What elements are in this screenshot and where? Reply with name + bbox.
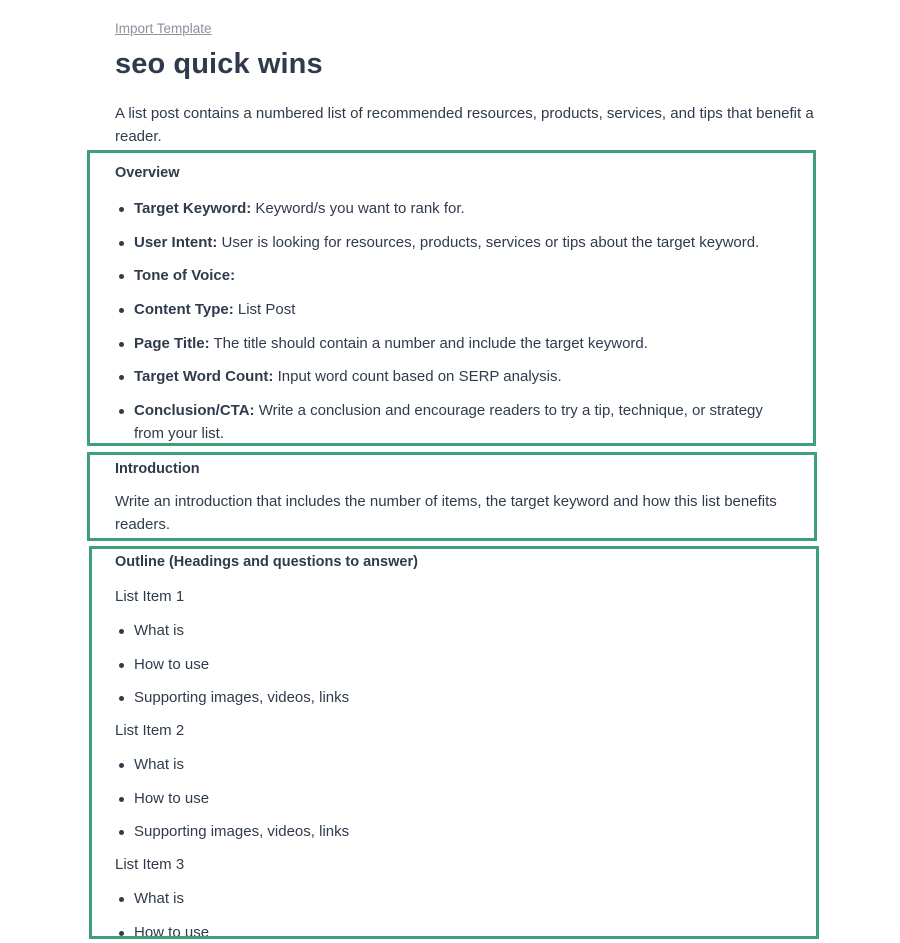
import-template-link[interactable]: Import Template bbox=[115, 21, 212, 36]
overview-item-page-title: Page Title: The title should contain a number and include the target keyword. bbox=[115, 333, 793, 356]
list-item-label: List Item 1 bbox=[115, 588, 185, 605]
overview-item-user-intent: User Intent: User is looking for resources, products, services or tips about the target keyword. bbox=[115, 232, 793, 255]
list-item-bullets bbox=[115, 888, 796, 939]
overview-item-content-type: Content Type: List Post bbox=[115, 299, 793, 322]
list-item-bullets bbox=[115, 620, 796, 721]
page-title: seo quick wins bbox=[115, 48, 323, 80]
introduction-section[interactable] bbox=[87, 452, 817, 541]
list-item-bullet: Supporting images, videos, links bbox=[115, 821, 796, 844]
outline-heading: Outline (Headings and questions to answer) bbox=[115, 554, 418, 570]
overview-item-target-word-count: Target Word Count: Input word count based on SERP analysis. bbox=[115, 366, 793, 389]
overview-section[interactable] bbox=[87, 150, 816, 446]
list-item-bullet: What is bbox=[115, 620, 796, 643]
list-item-bullet: How to use bbox=[115, 788, 796, 811]
overview-list bbox=[115, 198, 793, 446]
template-description: A list post contains a numbered list of recommended resources, products, services, and tips that benefit a reader. bbox=[115, 105, 814, 145]
list-item-bullet: What is bbox=[115, 888, 796, 911]
overview-heading: Overview bbox=[115, 165, 180, 181]
overview-item-tone-of-voice: Tone of Voice: bbox=[115, 265, 793, 288]
introduction-heading: Introduction bbox=[115, 461, 200, 477]
list-item-bullet: How to use bbox=[115, 654, 796, 677]
list-item-bullet: Supporting images, videos, links bbox=[115, 687, 796, 710]
list-item-label: List Item 3 bbox=[115, 856, 185, 873]
introduction-text: Write an introduction that includes the number of items, the target keyword and how this list benefits readers. bbox=[115, 493, 777, 533]
outline-section[interactable] bbox=[89, 546, 819, 939]
overview-item-target-keyword: Target Keyword: Keyword/s you want to rank for. bbox=[115, 198, 793, 221]
overview-item-conclusion-cta: Conclusion/CTA: Write a conclusion and encourage readers to try a tip, technique, or strategy from your list. bbox=[115, 400, 793, 445]
list-item-bullet: How to use bbox=[115, 922, 796, 939]
list-item-label: List Item 2 bbox=[115, 722, 185, 739]
list-item-bullet: What is bbox=[115, 754, 796, 777]
list-item-bullets bbox=[115, 754, 796, 855]
